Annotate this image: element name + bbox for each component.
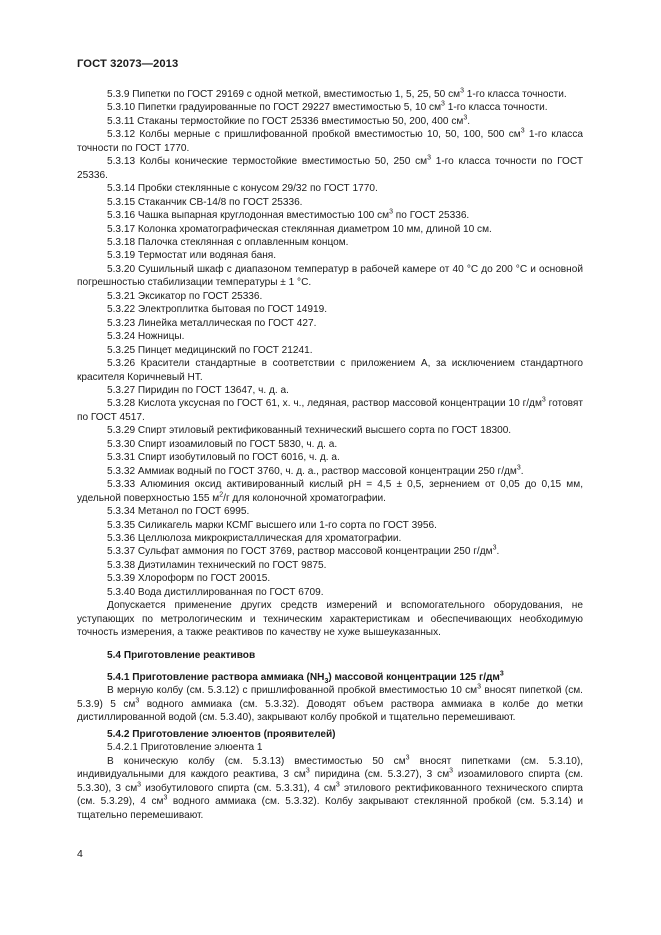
- list-item: 5.3.9 Пипетки по ГОСТ 29169 с одной меткой, вместимостью 1, 5, 25, 50 $см^3$ 1-го класса точности.: [107, 87, 567, 100]
- list-item: 5.3.28 Кислота уксусная по ГОСТ 61, х. ч., ледяная, раствор массовой концентрации 10 $г/дм^3$ готовят по ГОСТ 4517.: [77, 397, 583, 423]
- subsection-text-5-4-1: В мерную колбу (см. 5.3.12) с пришлифованной пробкой вместимостью 10 $см^3$ вносят пипеткой (см. 5.3.9) 5 $см^3$ водного аммиака (см. 5.3.32). Доводят объем раствора аммиака в колбе до метки дистиллированной водой (см. 5.3.40), закрывают колбу пробкой и тщательно перемешивают.: [77, 684, 583, 724]
- list-item: 5.3.37 Сульфат аммония по ГОСТ 3769, раствор массовой концентрации 250 $г/дм^3$.: [107, 545, 500, 558]
- note-paragraph: Допускается применение других средств измерений и вспомогательного оборудования, не уступающих по метрологическим и техническим характеристикам и обеспечивающих необходимую точность измерения, а также реактивов по качеству не хуже вышеуказанных.: [77, 600, 583, 639]
- list-item: 5.3.31 Спирт изобутиловый по ГОСТ 6016, ч. д. а.: [107, 452, 340, 464]
- list-item: 5.3.21 Эксикатор по ГОСТ 25336.: [107, 290, 263, 302]
- list-item: 5.3.19 Термостат или водяная баня.: [107, 250, 277, 262]
- list-item: 5.3.34 Метанол по ГОСТ 6995.: [107, 506, 250, 518]
- document-body: [77, 88, 583, 822]
- page-number: 4: [77, 848, 83, 860]
- list-item: 5.3.27 Пиридин по ГОСТ 13647, ч. д. а.: [107, 384, 289, 396]
- list-item: 5.3.16 Чашка выпарная круглодонная вместимостью 100 $см^3$ по ГОСТ 25336.: [107, 208, 470, 222]
- list-item: 5.3.11 Стаканы термостойкие по ГОСТ 25336 вместимостью 50, 200, 400 $см^3$.: [107, 114, 471, 127]
- list-item: 5.3.12 Колбы мерные с пришлифованной пробкой вместимостью 10, 50, 100, 500 $см^3$ 1-го класса точности по ГОСТ 1770.: [77, 128, 583, 154]
- list-item: 5.3.32 Аммиак водный по ГОСТ 3760, ч. д. а., раствор массовой концентрации 250 $г/дм^3$.: [107, 464, 524, 477]
- list-item: 5.3.22 Электроплитка бытовая по ГОСТ 14919.: [107, 304, 328, 316]
- subsection-title-5-4-1: 5.4.1 Приготовление раствора аммиака $(NH_3)$ массовой концентрации 125 $г/дм^3$: [107, 670, 504, 686]
- list-item: 5.3.17 Колонка хроматографическая стеклянная диаметром 10 мм, длиной 10 см.: [107, 223, 492, 235]
- list-item: 5.3.25 Пинцет медицинский по ГОСТ 21241.: [107, 344, 313, 356]
- list-item: 5.3.29 Спирт этиловый ректификованный технический высшего сорта по ГОСТ 18300.: [107, 425, 512, 437]
- list-item: 5.3.24 Ножницы.: [107, 331, 185, 343]
- list-item: 5.3.26 Красители стандартные в соответствии с приложением А, за исключением стандартного красителя Коричневый НТ.: [77, 358, 583, 383]
- section-title: 5.4 Приготовление реактивов: [107, 649, 256, 661]
- list-item: 5.3.38 Диэтиламин технический по ГОСТ 9875.: [107, 559, 327, 571]
- list-item: 5.3.20 Сушильный шкаф с диапазоном температур в рабочей камере от 40 °С до 200 °С и основной погрешностью стабилизации температуры ± 1 °С.: [77, 263, 583, 289]
- subsection-heading-5-4-2-1: 5.4.2.1 Приготовление элюента 1: [107, 742, 263, 754]
- list-item: 5.3.39 Хлороформ по ГОСТ 20015.: [107, 573, 271, 585]
- subsection-text-5-4-2-1: В коническую колбу (см. 5.3.13) вместимостью 50 $см^3$ вносят пипетками (см. 5.3.10), индивидуальными для каждого реактива, 3 $см^3$ пиридина (см. 5.3.27), 3 $см^3$ изоамилового спирта (см. 5.3.30), 3 $см^3$ изобутилового спирта (см. 5.3.31), 4 $см^3$ этилового ректификованного технического спирта (см. 5.3.29), 4 $см^3$ водного аммиака (см. 5.3.32). Колбу закрывают стеклянной пробкой (см. 5.3.14) и тщательно перемешивают.: [77, 754, 584, 821]
- list-item: 5.3.30 Спирт изоамиловый по ГОСТ 5830, ч. д. а.: [107, 438, 338, 450]
- list-item: 5.3.18 Палочка стеклянная с оплавленным концом.: [107, 236, 349, 248]
- subsection-title-5-4-2: 5.4.2 Приготовление элюентов (проявителей): [107, 728, 336, 740]
- equipment-list: [77, 88, 583, 599]
- list-item: 5.3.33 Алюминия оксид активированный кислый рН = 4,5 ± 0,5, зернением от 0,05 до 0,15 мм, удельной поверхностью 155 $м^2/г$ для колоночной хроматографии.: [77, 479, 583, 504]
- list-item: 5.3.14 Пробки стеклянные с конусом 29/32 по ГОСТ 1770.: [107, 183, 378, 195]
- list-item: 5.3.23 Линейка металлическая по ГОСТ 427.: [107, 317, 317, 329]
- list-item: 5.3.10 Пипетки градуированные по ГОСТ 29227 вместимостью 5, 10 $см^3$ 1-го класса точности.: [107, 101, 548, 114]
- list-item: 5.3.40 Вода дистиллированная по ГОСТ 6709.: [107, 586, 324, 598]
- list-item: 5.3.36 Целлюлоза микрокристаллическая для хроматографии.: [107, 532, 402, 544]
- list-item: 5.3.13 Колбы конические термостойкие вместимостью 50, 250 $см^3$ 1-го класса точности по ГОСТ 25336.: [77, 154, 584, 181]
- list-item: 5.3.35 Силикагель марки КСМГ высшего или 1-го сорта по ГОСТ 3956.: [107, 519, 437, 531]
- list-item: 5.3.15 Стаканчик СВ-14/8 по ГОСТ 25336.: [107, 196, 303, 208]
- standard-header: ГОСТ 32073—2013: [77, 58, 179, 70]
